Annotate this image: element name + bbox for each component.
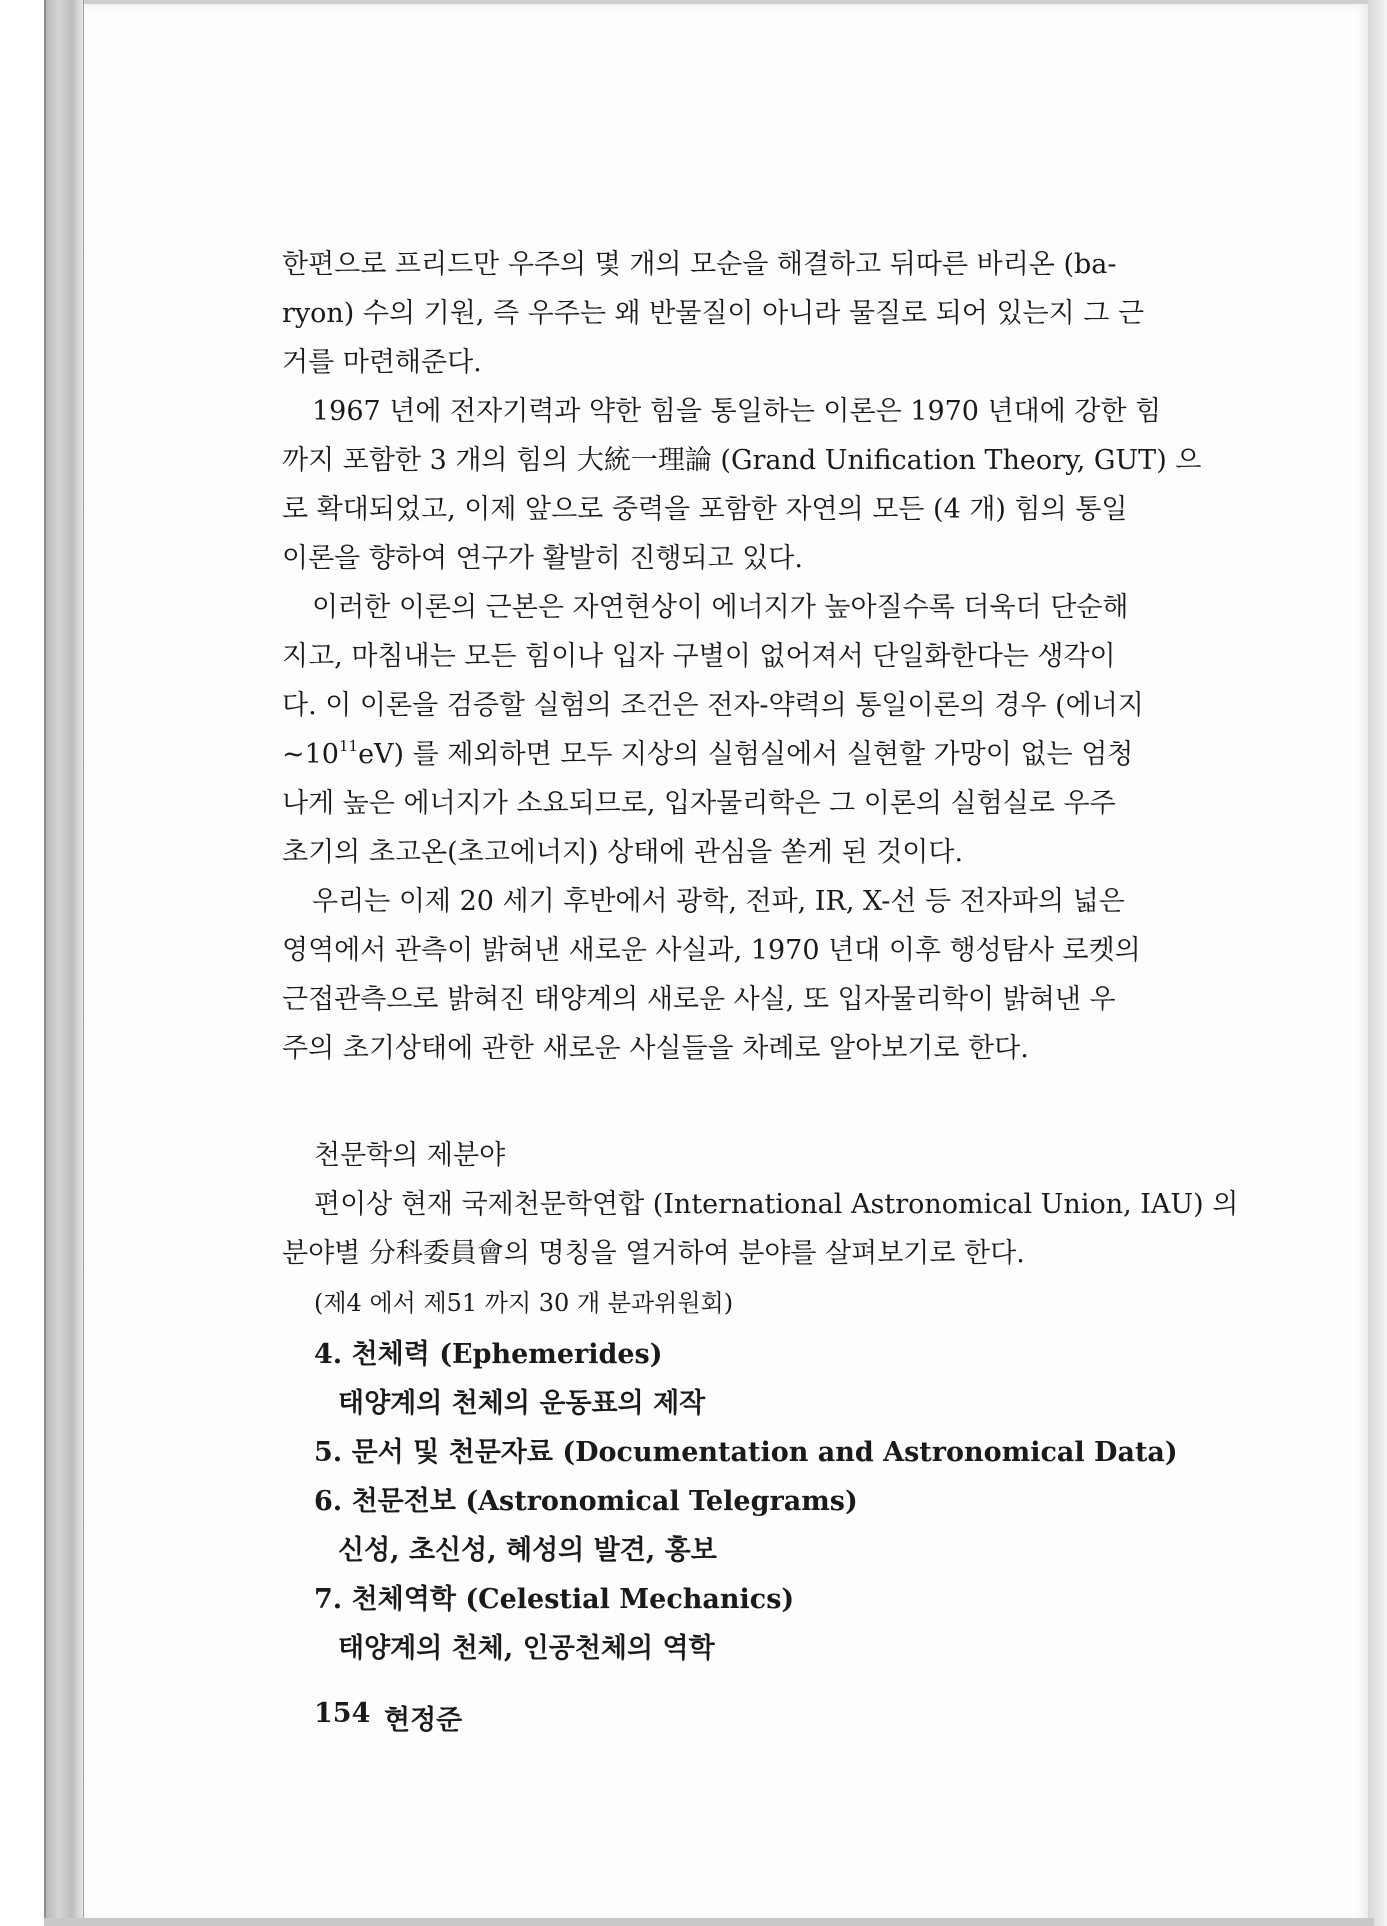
- committee-item-desc: 태양계의 천체의 운동표의 제작: [338, 1388, 706, 1419]
- section-intro-line: 분야별 分科委員會의 명칭을 열거하여 분야를 살펴보기로 한다.: [282, 1238, 1025, 1269]
- committee-item-title: 7. 천체역학 (Celestial Mechanics): [314, 1584, 795, 1615]
- author-name: 현정준: [384, 1705, 463, 1736]
- section-heading: 천문학의 제분야: [314, 1140, 506, 1171]
- text-line: 1967 년에 전자기력과 약한 힘을 통일하는 이론은 1970 년대에 강한 힘: [312, 396, 1162, 427]
- exponent: 11: [338, 737, 359, 755]
- committee-item-desc: 신성, 초신성, 혜성의 발견, 홍보: [338, 1535, 717, 1566]
- text-line: 까지 포함한 3 개의 힘의 大統一理論 (Grand Unification Theory, GUT) 으: [282, 445, 1202, 476]
- text-line: 영역에서 관측이 밝혀낸 새로운 사실과, 1970 년대 이후 행성탐사 로켓의: [282, 935, 1141, 966]
- paragraph-1: [282, 240, 1242, 387]
- paragraph-3: [282, 583, 1242, 877]
- text-line: 근접관측으로 밝혀진 태양계의 새로운 사실, 또 입자물리학이 밝혀낸 우: [282, 984, 1116, 1015]
- text-line: 이러한 이론의 근본은 자연현상이 에너지가 높아질수록 더욱더 단순해: [312, 592, 1129, 623]
- committee-item-title: 4. 천체력 (Ephemerides): [314, 1339, 663, 1370]
- text-line: [282, 730, 1242, 779]
- text-line: 거를 마련해준다.: [282, 347, 482, 378]
- page-bottom-edge: [44, 1918, 1374, 1926]
- text-line: 지고, 마침내는 모든 힘이나 입자 구별이 없어져서 단일화한다는 생각이: [282, 641, 1116, 672]
- committee-item-title: 6. 천문전보 (Astronomical Telegrams): [314, 1486, 858, 1517]
- text-line: ryon) 수의 기원, 즉 우주는 왜 반물질이 아니라 물질로 되어 있는지 그 근: [282, 298, 1145, 329]
- committee-item-title: 5. 문서 및 천문자료 (Documentation and Astronomical Data): [314, 1437, 1178, 1468]
- committee-note: (제4 에서 제51 까지 30 개 분과위원회): [314, 1289, 734, 1317]
- text-line: 다. 이 이론을 검증할 실험의 조건은 전자-약력의 통일이론의 경우 (에너지: [282, 690, 1144, 721]
- text-line: 로 확대되었고, 이제 앞으로 중력을 포함한 자연의 모든 (4 개) 힘의 통일: [282, 494, 1128, 525]
- section-intro-line: 편이상 현재 국제천문학연합 (International Astronomical Union, IAU) 의: [314, 1189, 1239, 1220]
- energy-suffix: eV) 를 제외하면 모두 지상의 실험실에서 실현할 가망이 없는 엄청: [358, 739, 1134, 770]
- book-spine: [44, 0, 84, 1926]
- page-right-edge: [1368, 0, 1387, 1926]
- committee-item-desc: 태양계의 천체, 인공천체의 역학: [338, 1633, 715, 1664]
- body-text: [282, 240, 1242, 1073]
- text-line: 한편으로 프리드만 우주의 몇 개의 모순을 해결하고 뒤따른 바리온 (ba-: [282, 249, 1117, 280]
- text-line: 우리는 이제 20 세기 후반에서 광학, 전파, IR, X-선 등 전자파의 넓은: [312, 886, 1125, 917]
- text-line: 나게 높은 에너지가 소요되므로, 입자물리학은 그 이론의 실험실로 우주: [282, 788, 1116, 819]
- text-line: 이론을 향하여 연구가 활발히 진행되고 있다.: [282, 543, 803, 574]
- text-line: 주의 초기상태에 관한 새로운 사실들을 차례로 알아보기로 한다.: [282, 1033, 1029, 1064]
- energy-prefix: ~10: [282, 739, 339, 770]
- page-number: 154: [314, 1698, 371, 1729]
- paragraph-4: [282, 877, 1242, 1073]
- paragraph-2: [282, 387, 1242, 583]
- text-line: 초기의 초고온(초고에너지) 상태에 관심을 쏟게 된 것이다.: [282, 837, 964, 868]
